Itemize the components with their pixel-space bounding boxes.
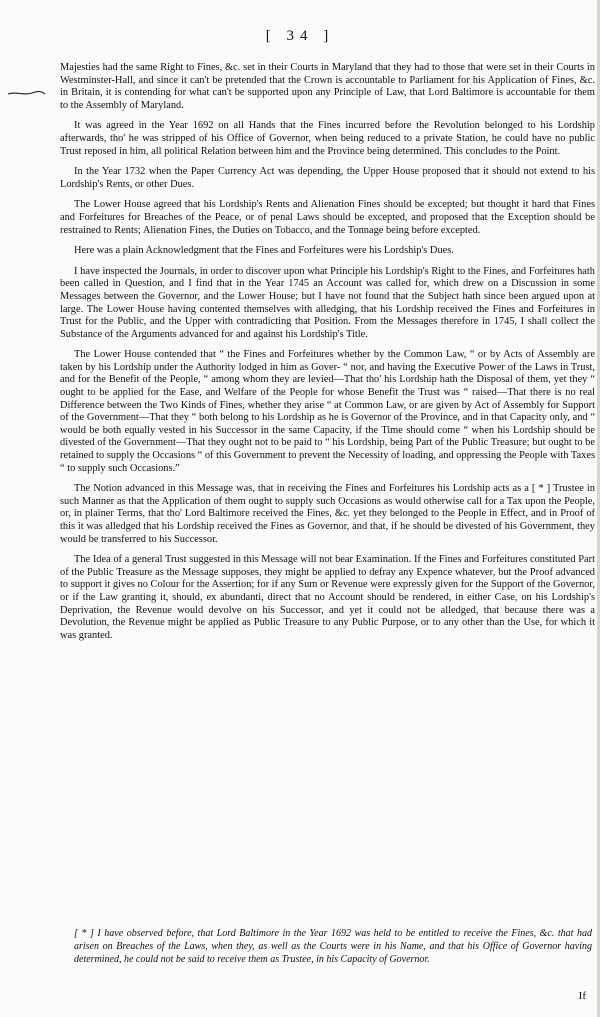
paragraph-3: In the Year 1732 when the Paper Currency Act was depending, the Upper House proposed that it should not extend to his Lordship's Rents, or other Dues. — [60, 166, 595, 190]
catchword: If — [578, 990, 586, 1002]
marginal-pen-mark — [6, 88, 46, 98]
paragraph-7: The Lower House contended that “ the Fines and Forfeitures whether by the Common Law, “ or by Acts of Assembly are taken by his Lordship under the Authority lodged in him as Gover- “ nor, and having the Executive Power of the Laws in Trust, and for the Benefit of the People, “ among whom they are levied—That tho' his Lordship hath the Disposal of them, yet they “ ought to be applied for the Ease, and Welfare of the People for whose Benefit the Trust was “ raised—That there is no real Difference between the Two Kinds of Fines, whether they arise “ at Common Law, or are given by Act of Assembly for Support of the Government—That they “ both belong to his Lordship as he is Governor of the Province, and in that Capacity only, and “ would be both equally vested in his Successor in the same Capacity, if the Time should come “ when his Lordship should be divested of the Government—That they ought not to be paid to “ his Lordship, being Part of the Public Treasure; but ought to be retained to supply the Occasions “ of this Government to prevent the Necessity of loading, and oppressing the People with Taxes “ to supply such Occasions.” — [60, 349, 595, 474]
footnote: [ * ] I have observed before, that Lord Baltimore in the Year 1692 was held to be entitled to receive the Fines, &c. that had arisen on Breaches of the Laws, when they, as well as the Courts were in his Name, and that his Office of Governor having determined, he could not be said to receive them as Trustee, in his Capacity of Governor. — [74, 928, 592, 965]
paragraph-8: The Notion advanced in this Message was, that in receiving the Fines and Forfeitures his Lordship acts as a [ * ] Trustee in such Manner as that the Application of them ought to supply such Occasions as would otherwise call for a Tax upon the People, or, in plainer Terms, that tho' Lord Baltimore received the Fines, &c. yet they belonged to the People in Effect, and in Proof of this it was alledged that his Lordship received the Fines as Governor, and that, if he should be divested of his Government, they would be transferred to his Successor. — [60, 483, 595, 545]
paragraph-6: I have inspected the Journals, in order to discover upon what Principle his Lordship's Right to the Fines, and Forfeitures hath been called in Question, and I find that in the Year 1745 an Account was called for, which drew on a Discussion in some Messages between the Governor, and the Lower House; but I have not found that the Subject hath since been argued upon at large. The Lower House having contented themselves with alledging, that his Lordship received the Fines and Forfeitures in Trust for the Public, and the Upper with contradicting that Position. From the Messages therefore in 1745, I shall collect the Substance of the Arguments advanced for and against his Lordship's Title. — [60, 265, 595, 340]
body-text — [60, 62, 595, 650]
paragraph-4: The Lower House agreed that his Lordship's Rents and Alienation Fines should be excepted; but thought it hard that Fines and Forfeitures for Breaches of the Peace, or of penal Laws should be excepted, and proposed that the Exception should be restrained to Rents; Alienation Fines, the Duties on Tobacco, and the Tonnage being before excepted. — [60, 199, 595, 236]
page-number: [ 34 ] — [265, 28, 335, 44]
paragraph-5: Here was a plain Acknowledgment that the Fines and Forfeitures were his Lordship's Dues. — [74, 245, 454, 257]
paragraph-1: Majesties had the same Right to Fines, &c. set in their Courts in Maryland that they had to those that were set in their Courts in Westminster-Hall, and since it can't be pretended that the Crown is accountable to Parliament for his Application of Fines, &c. in Britain, it is contending for what can't be supported upon any Principle of Law, that Lord Baltimore is accountable for them to the Assembly of Maryland. — [60, 62, 595, 111]
paragraph-9: The Idea of a general Trust suggested in this Message will not bear Examination. If the Fines and Forfeitures constituted Part of the Public Treasure as the Message supposes, they might be applied to defray any Expence whatever, but the Proof advanced to support it gives no Colour for the Assertion; for if any Sum or Revenue were expressly given for the Support of the Governor, or if the Law granting it, should, ex abundanti, direct that no Account should be rendered, in either Case, on his Lordship's Deprivation, the Revenue would devolve on his Successor, and yet it could not be alledged, that because there was a Devolution, the Revenue might be applied as Public Treasure to any Public Purpose, or to any other than the Use, for which it was granted. — [60, 554, 595, 641]
paragraph-2: It was agreed in the Year 1692 on all Hands that the Fines incurred before the Revolution belonged to his Lordship afterwards, tho' he was stripped of his Office of Governor, when being reduced to a private Station, he could have no public Trust reposed in him, all political Relation between him and the Province being determined. This concludes to the Point. — [60, 120, 595, 157]
